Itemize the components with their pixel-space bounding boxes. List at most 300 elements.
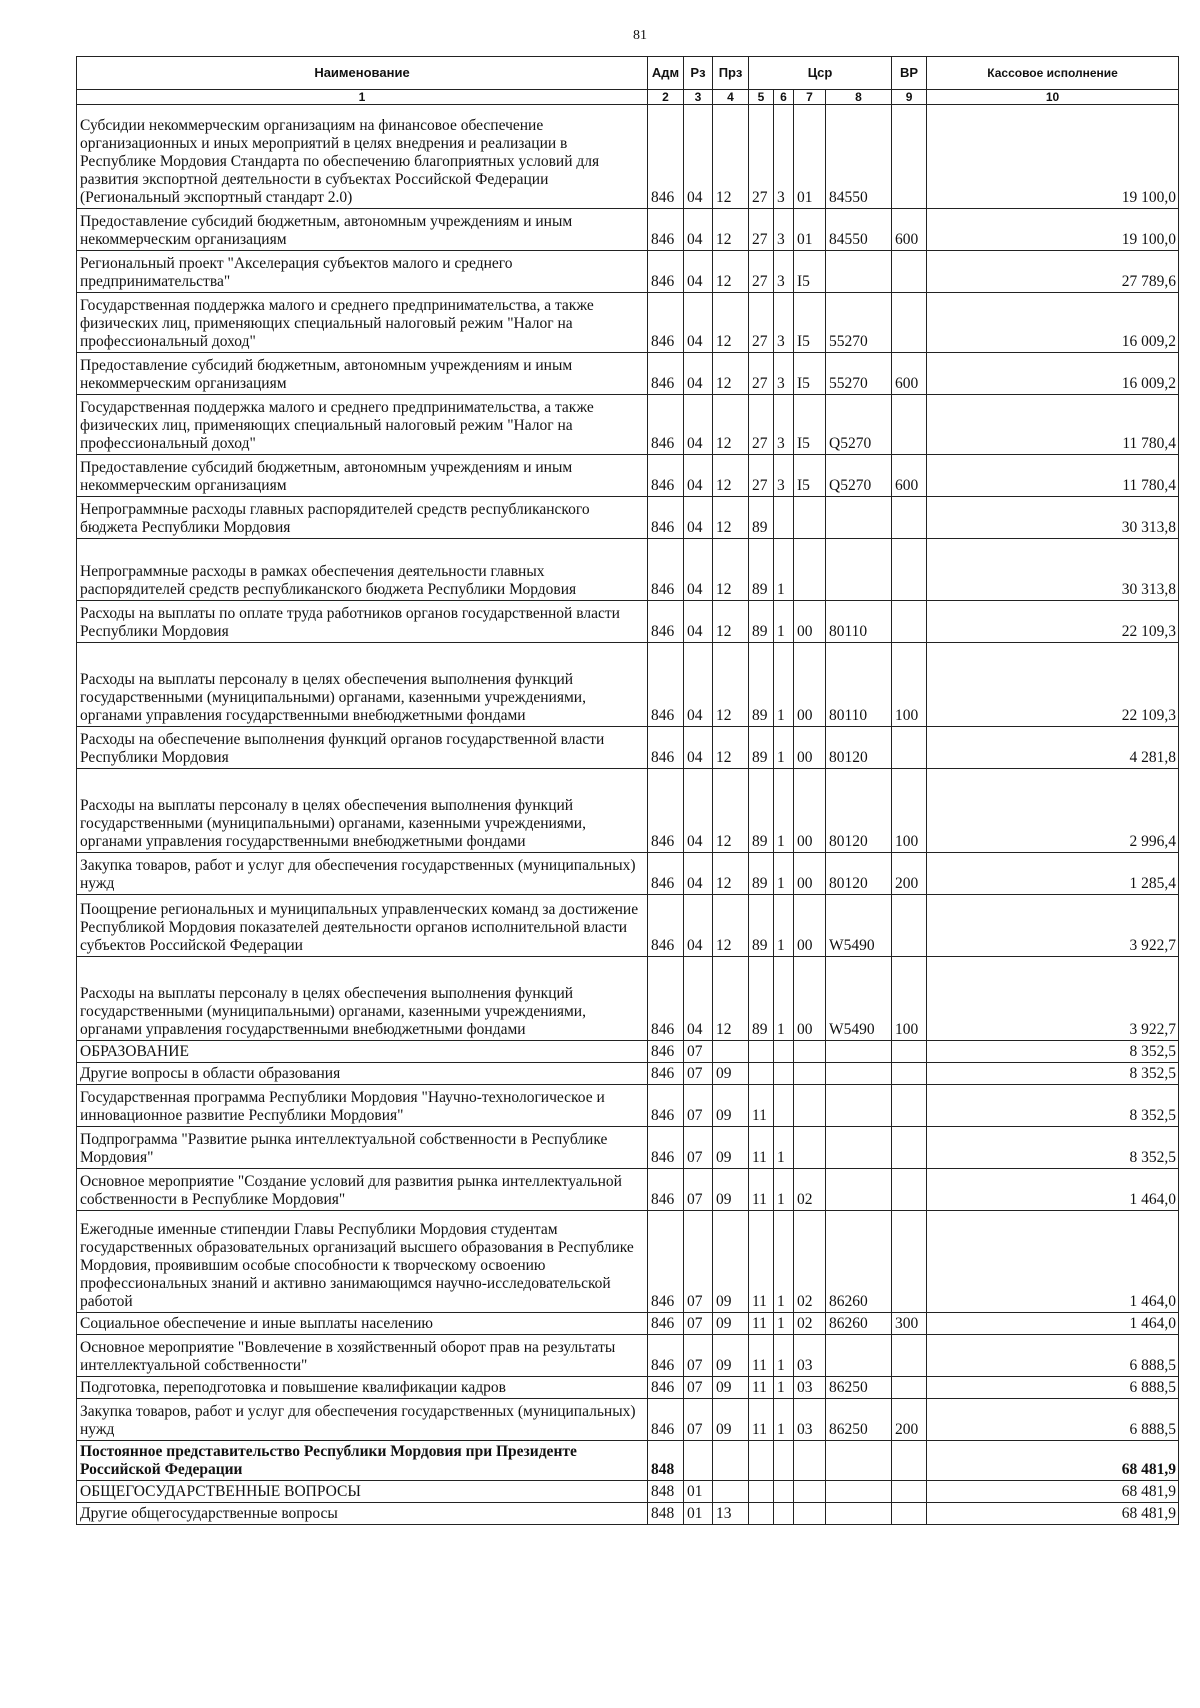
cell-adm: 846	[648, 769, 684, 853]
cell-c8	[826, 539, 892, 601]
cell-c5: 89	[749, 769, 774, 853]
table-row	[77, 1441, 1179, 1481]
cell-name: Расходы на обеспечение выполнения функций органов государственной власти Республики Мордовия	[77, 727, 648, 769]
cell-c7: I5	[794, 251, 826, 293]
cell-vr	[892, 1335, 927, 1377]
cell-c5: 89	[749, 895, 774, 957]
cell-vr	[892, 1503, 927, 1525]
cell-adm: 846	[648, 853, 684, 895]
cell-c6	[774, 497, 794, 539]
cell-prz: 09	[713, 1211, 749, 1313]
cell-c8	[826, 1335, 892, 1377]
cell-c7	[794, 1127, 826, 1169]
cell-rz: 04	[684, 957, 713, 1041]
cell-prz: 09	[713, 1127, 749, 1169]
cell-prz	[713, 1041, 749, 1063]
cell-vr	[892, 1481, 927, 1503]
cell-c7: 03	[794, 1399, 826, 1441]
cell-c8: Q5270	[826, 395, 892, 455]
header-adm: Адм	[648, 57, 684, 90]
cell-name: Основное мероприятие "Вовлечение в хозяйственный оборот прав на результаты интеллектуальной собственности"	[77, 1335, 648, 1377]
cell-rz: 04	[684, 353, 713, 395]
cell-c5	[749, 1063, 774, 1085]
cell-c5: 11	[749, 1399, 774, 1441]
cell-name: Основное мероприятие "Создание условий для развития рынка интеллектуальной собственности в Республике Мордовия"	[77, 1169, 648, 1211]
cell-c8: 80120	[826, 769, 892, 853]
cell-name: Поощрение региональных и муниципальных управленческих команд за достижение Республикой Мордовия показателей деятельности органов исполнительной власти субъектов Российской Федерации	[77, 895, 648, 957]
column-number: 7	[794, 90, 826, 105]
cell-c8	[826, 1041, 892, 1063]
table-row	[77, 395, 1179, 455]
cell-prz: 12	[713, 957, 749, 1041]
cell-prz: 12	[713, 895, 749, 957]
cell-adm: 846	[648, 727, 684, 769]
cell-c6: 1	[774, 643, 794, 727]
table-row	[77, 455, 1179, 497]
cell-c8	[826, 1063, 892, 1085]
table-row	[77, 1503, 1179, 1525]
cell-c7: 00	[794, 957, 826, 1041]
cell-c8	[826, 1441, 892, 1481]
cell-rz: 04	[684, 293, 713, 353]
cell-vr: 100	[892, 643, 927, 727]
cell-rz: 04	[684, 395, 713, 455]
cell-c5: 89	[749, 727, 774, 769]
cell-c8	[826, 1169, 892, 1211]
column-number: 1	[77, 90, 648, 105]
cell-vr: 600	[892, 353, 927, 395]
cell-rz: 07	[684, 1313, 713, 1335]
cell-c6: 3	[774, 105, 794, 209]
cell-c6	[774, 1441, 794, 1481]
column-number: 3	[684, 90, 713, 105]
cell-c8: 86250	[826, 1399, 892, 1441]
cell-vr: 100	[892, 957, 927, 1041]
cell-prz: 12	[713, 353, 749, 395]
cell-c5: 27	[749, 209, 774, 251]
cell-adm: 846	[648, 1399, 684, 1441]
cell-c7: 00	[794, 895, 826, 957]
cell-c6: 1	[774, 1169, 794, 1211]
cell-c8: 80120	[826, 853, 892, 895]
cell-prz: 12	[713, 727, 749, 769]
cell-adm: 846	[648, 1377, 684, 1399]
cell-c7	[794, 1085, 826, 1127]
cell-vr: 200	[892, 853, 927, 895]
cell-c7: I5	[794, 353, 826, 395]
cell-rz: 04	[684, 251, 713, 293]
cell-c8: 86250	[826, 1377, 892, 1399]
cell-rz: 04	[684, 455, 713, 497]
cell-adm: 848	[648, 1441, 684, 1481]
cell-adm: 846	[648, 251, 684, 293]
cell-amount: 22 109,3	[927, 601, 1179, 643]
cell-c7	[794, 1063, 826, 1085]
cell-c8: 55270	[826, 293, 892, 353]
table-row	[77, 1399, 1179, 1441]
table-row	[77, 957, 1179, 1041]
cell-rz	[684, 1441, 713, 1481]
cell-name: Предоставление субсидий бюджетным, автономным учреждениям и иным некоммерческим организациям	[77, 353, 648, 395]
cell-vr	[892, 1169, 927, 1211]
cell-rz: 04	[684, 769, 713, 853]
cell-c5: 27	[749, 105, 774, 209]
cell-c6: 1	[774, 853, 794, 895]
cell-rz: 04	[684, 209, 713, 251]
cell-c5: 89	[749, 601, 774, 643]
cell-c7: 00	[794, 853, 826, 895]
table-row	[77, 293, 1179, 353]
budget-table	[76, 56, 1179, 1525]
cell-c7: 02	[794, 1211, 826, 1313]
cell-name: Другие вопросы в области образования	[77, 1063, 648, 1085]
header-rz: Рз	[684, 57, 713, 90]
table-row	[77, 105, 1179, 209]
cell-adm: 846	[648, 209, 684, 251]
cell-vr	[892, 497, 927, 539]
cell-amount: 6 888,5	[927, 1377, 1179, 1399]
cell-c7: I5	[794, 455, 826, 497]
table-row	[77, 643, 1179, 727]
cell-rz: 07	[684, 1085, 713, 1127]
cell-name: Расходы на выплаты персоналу в целях обеспечения выполнения функций государственными (муниципальными) органами, казенными учреждениями, органами управления государственными внебюджетными фондами	[77, 769, 648, 853]
cell-c6: 3	[774, 455, 794, 497]
cell-vr: 600	[892, 209, 927, 251]
cell-c7	[794, 539, 826, 601]
cell-adm: 846	[648, 957, 684, 1041]
cell-c6	[774, 1085, 794, 1127]
table-row	[77, 727, 1179, 769]
page-number: 81	[633, 28, 647, 43]
cell-c7: 00	[794, 769, 826, 853]
cell-vr: 200	[892, 1399, 927, 1441]
cell-amount: 8 352,5	[927, 1085, 1179, 1127]
cell-c5: 27	[749, 353, 774, 395]
table-row	[77, 251, 1179, 293]
cell-prz: 12	[713, 853, 749, 895]
cell-name: Государственная поддержка малого и среднего предпринимательства, а также физических лиц, применяющих специальный налоговый режим "Налог на профессиональный доход"	[77, 293, 648, 353]
cell-vr	[892, 1377, 927, 1399]
cell-c7	[794, 497, 826, 539]
cell-name: Государственная поддержка малого и среднего предпринимательства, а также физических лиц, применяющих специальный налоговый режим "Налог на профессиональный доход"	[77, 395, 648, 455]
cell-vr	[892, 601, 927, 643]
cell-c6: 1	[774, 895, 794, 957]
cell-amount: 1 464,0	[927, 1169, 1179, 1211]
cell-vr	[892, 1441, 927, 1481]
cell-c7	[794, 1041, 826, 1063]
cell-vr	[892, 1211, 927, 1313]
cell-vr	[892, 1085, 927, 1127]
cell-amount: 8 352,5	[927, 1063, 1179, 1085]
cell-adm: 846	[648, 455, 684, 497]
cell-vr	[892, 105, 927, 209]
cell-prz: 09	[713, 1399, 749, 1441]
cell-c8	[826, 251, 892, 293]
cell-prz: 12	[713, 293, 749, 353]
cell-vr: 600	[892, 455, 927, 497]
cell-c8	[826, 497, 892, 539]
cell-rz: 07	[684, 1377, 713, 1399]
cell-prz	[713, 1441, 749, 1481]
table-row	[77, 769, 1179, 853]
cell-adm: 846	[648, 1313, 684, 1335]
cell-c6: 1	[774, 1211, 794, 1313]
cell-adm: 846	[648, 1085, 684, 1127]
cell-name: ОБРАЗОВАНИЕ	[77, 1041, 648, 1063]
cell-adm: 846	[648, 643, 684, 727]
cell-c8: W5490	[826, 895, 892, 957]
cell-c8: 80110	[826, 643, 892, 727]
cell-name: Непрограммные расходы в рамках обеспечения деятельности главных распорядителей средств республиканского бюджета Республики Мордовия	[77, 539, 648, 601]
table-header-row	[77, 57, 1179, 90]
cell-name: Социальное обеспечение и иные выплаты населению	[77, 1313, 648, 1335]
cell-c8: 80110	[826, 601, 892, 643]
cell-adm: 846	[648, 1335, 684, 1377]
cell-c7: 01	[794, 209, 826, 251]
cell-adm: 846	[648, 293, 684, 353]
cell-c6	[774, 1063, 794, 1085]
cell-c7: 00	[794, 643, 826, 727]
cell-amount: 2 996,4	[927, 769, 1179, 853]
cell-c8	[826, 1127, 892, 1169]
cell-c7	[794, 1441, 826, 1481]
cell-prz: 12	[713, 497, 749, 539]
cell-adm: 846	[648, 1169, 684, 1211]
cell-c5: 89	[749, 853, 774, 895]
header-vr: ВР	[892, 57, 927, 90]
table-body	[77, 105, 1179, 1525]
cell-c8: 80120	[826, 727, 892, 769]
table-row	[77, 539, 1179, 601]
cell-c6: 3	[774, 353, 794, 395]
cell-prz: 12	[713, 105, 749, 209]
table-row	[77, 353, 1179, 395]
column-number: 2	[648, 90, 684, 105]
cell-vr	[892, 539, 927, 601]
cell-vr	[892, 293, 927, 353]
cell-vr: 100	[892, 769, 927, 853]
cell-name: Государственная программа Республики Мордовия "Научно-технологическое и инновационное развитие Республики Мордовия"	[77, 1085, 648, 1127]
cell-amount: 3 922,7	[927, 957, 1179, 1041]
cell-c8: W5490	[826, 957, 892, 1041]
table-row	[77, 1335, 1179, 1377]
cell-adm: 846	[648, 105, 684, 209]
cell-rz: 07	[684, 1169, 713, 1211]
cell-c5	[749, 1481, 774, 1503]
cell-c5: 89	[749, 539, 774, 601]
cell-c6: 1	[774, 539, 794, 601]
cell-amount: 1 464,0	[927, 1313, 1179, 1335]
cell-c5: 11	[749, 1169, 774, 1211]
cell-name: Подпрограмма "Развитие рынка интеллектуальной собственности в Республике Мордовия"	[77, 1127, 648, 1169]
cell-c7: 02	[794, 1169, 826, 1211]
cell-adm: 848	[648, 1503, 684, 1525]
cell-vr	[892, 251, 927, 293]
column-number: 10	[927, 90, 1179, 105]
cell-c6: 3	[774, 395, 794, 455]
cell-prz: 12	[713, 643, 749, 727]
table-row	[77, 497, 1179, 539]
table-row	[77, 1127, 1179, 1169]
cell-c8: 55270	[826, 353, 892, 395]
column-number: 4	[713, 90, 749, 105]
cell-prz: 09	[713, 1063, 749, 1085]
cell-c7: 00	[794, 727, 826, 769]
cell-rz: 04	[684, 895, 713, 957]
cell-prz: 09	[713, 1169, 749, 1211]
cell-c6: 3	[774, 251, 794, 293]
cell-amount: 4 281,8	[927, 727, 1179, 769]
cell-amount: 8 352,5	[927, 1041, 1179, 1063]
table-row	[77, 1063, 1179, 1085]
cell-c7: 00	[794, 601, 826, 643]
cell-amount: 16 009,2	[927, 353, 1179, 395]
cell-rz: 04	[684, 853, 713, 895]
column-number: 6	[774, 90, 794, 105]
table-row	[77, 895, 1179, 957]
cell-adm: 846	[648, 395, 684, 455]
cell-c6: 1	[774, 1377, 794, 1399]
cell-rz: 07	[684, 1335, 713, 1377]
cell-prz: 12	[713, 455, 749, 497]
table-row	[77, 209, 1179, 251]
cell-name: Расходы на выплаты персоналу в целях обеспечения выполнения функций государственными (муниципальными) органами, казенными учреждениями, органами управления государственными внебюджетными фондами	[77, 957, 648, 1041]
cell-name: Расходы на выплаты персоналу в целях обеспечения выполнения функций государственными (муниципальными) органами, казенными учреждениями, органами управления государственными внебюджетными фондами	[77, 643, 648, 727]
cell-name: Предоставление субсидий бюджетным, автономным учреждениям и иным некоммерческим организациям	[77, 455, 648, 497]
cell-c8: Q5270	[826, 455, 892, 497]
cell-c5	[749, 1041, 774, 1063]
table-row	[77, 1169, 1179, 1211]
cell-c5: 11	[749, 1377, 774, 1399]
cell-c6	[774, 1503, 794, 1525]
cell-adm: 846	[648, 539, 684, 601]
cell-c7: 03	[794, 1377, 826, 1399]
cell-vr	[892, 1041, 927, 1063]
cell-adm: 848	[648, 1481, 684, 1503]
cell-name: Непрограммные расходы главных распорядителей средств республиканского бюджета Республики Мордовия	[77, 497, 648, 539]
cell-c5: 27	[749, 395, 774, 455]
cell-rz: 04	[684, 105, 713, 209]
cell-c5: 89	[749, 643, 774, 727]
cell-c5: 27	[749, 251, 774, 293]
cell-c7	[794, 1481, 826, 1503]
cell-rz: 07	[684, 1041, 713, 1063]
cell-c6	[774, 1481, 794, 1503]
table-row	[77, 1377, 1179, 1399]
header-name: Наименование	[77, 57, 648, 90]
cell-c7: 02	[794, 1313, 826, 1335]
cell-name: Закупка товаров, работ и услуг для обеспечения государственных (муниципальных) нужд	[77, 1399, 648, 1441]
cell-c5: 11	[749, 1313, 774, 1335]
cell-adm: 846	[648, 1041, 684, 1063]
table-row	[77, 1041, 1179, 1063]
cell-c5: 89	[749, 497, 774, 539]
table-row	[77, 853, 1179, 895]
cell-c7: I5	[794, 395, 826, 455]
cell-rz: 04	[684, 643, 713, 727]
cell-c5: 89	[749, 957, 774, 1041]
cell-amount: 6 888,5	[927, 1399, 1179, 1441]
cell-c5: 27	[749, 455, 774, 497]
cell-c5	[749, 1503, 774, 1525]
cell-vr	[892, 895, 927, 957]
cell-rz: 01	[684, 1481, 713, 1503]
cell-c6: 1	[774, 1399, 794, 1441]
cell-c6: 1	[774, 1313, 794, 1335]
cell-c8	[826, 1085, 892, 1127]
cell-prz: 12	[713, 769, 749, 853]
cell-prz: 12	[713, 251, 749, 293]
cell-name: Постоянное представительство Республики Мордовия при Президенте Российской Федерации	[77, 1441, 648, 1481]
cell-adm: 846	[648, 353, 684, 395]
cell-c7	[794, 1503, 826, 1525]
cell-c8	[826, 1481, 892, 1503]
cell-rz: 07	[684, 1063, 713, 1085]
column-number-row	[77, 90, 1179, 105]
cell-vr	[892, 1127, 927, 1169]
header-csr: Цср	[749, 57, 892, 90]
cell-rz: 04	[684, 497, 713, 539]
cell-c6: 1	[774, 727, 794, 769]
column-number: 8	[826, 90, 892, 105]
table-row	[77, 1085, 1179, 1127]
cell-name: Региональный проект "Акселерация субъектов малого и среднего предпринимательства"	[77, 251, 648, 293]
cell-amount: 30 313,8	[927, 497, 1179, 539]
cell-c5: 11	[749, 1085, 774, 1127]
cell-c7: 01	[794, 105, 826, 209]
cell-amount: 16 009,2	[927, 293, 1179, 353]
cell-prz: 09	[713, 1335, 749, 1377]
cell-amount: 30 313,8	[927, 539, 1179, 601]
cell-rz: 04	[684, 601, 713, 643]
cell-amount: 19 100,0	[927, 209, 1179, 251]
cell-prz: 09	[713, 1377, 749, 1399]
cell-prz: 09	[713, 1085, 749, 1127]
cell-amount: 3 922,7	[927, 895, 1179, 957]
cell-c6: 1	[774, 1127, 794, 1169]
cell-vr: 300	[892, 1313, 927, 1335]
cell-c7: I5	[794, 293, 826, 353]
cell-amount: 68 481,9	[927, 1503, 1179, 1525]
cell-adm: 846	[648, 1127, 684, 1169]
header-prz: Прз	[713, 57, 749, 90]
cell-c6: 3	[774, 209, 794, 251]
cell-amount: 6 888,5	[927, 1335, 1179, 1377]
cell-rz: 04	[684, 539, 713, 601]
cell-amount: 27 789,6	[927, 251, 1179, 293]
cell-prz: 13	[713, 1503, 749, 1525]
header-kassovoe: Кассовое исполнение	[927, 57, 1179, 90]
cell-rz: 01	[684, 1503, 713, 1525]
cell-amount: 22 109,3	[927, 643, 1179, 727]
cell-name: ОБЩЕГОСУДАРСТВЕННЫЕ ВОПРОСЫ	[77, 1481, 648, 1503]
cell-adm: 846	[648, 601, 684, 643]
cell-c6	[774, 1041, 794, 1063]
table-row	[77, 1313, 1179, 1335]
cell-adm: 846	[648, 1211, 684, 1313]
cell-vr	[892, 727, 927, 769]
table-row	[77, 601, 1179, 643]
cell-amount: 8 352,5	[927, 1127, 1179, 1169]
cell-adm: 846	[648, 497, 684, 539]
cell-c5	[749, 1441, 774, 1481]
column-number: 5	[749, 90, 774, 105]
cell-amount: 68 481,9	[927, 1441, 1179, 1481]
cell-rz: 04	[684, 727, 713, 769]
cell-c6: 3	[774, 293, 794, 353]
cell-prz: 12	[713, 539, 749, 601]
cell-amount: 11 780,4	[927, 455, 1179, 497]
